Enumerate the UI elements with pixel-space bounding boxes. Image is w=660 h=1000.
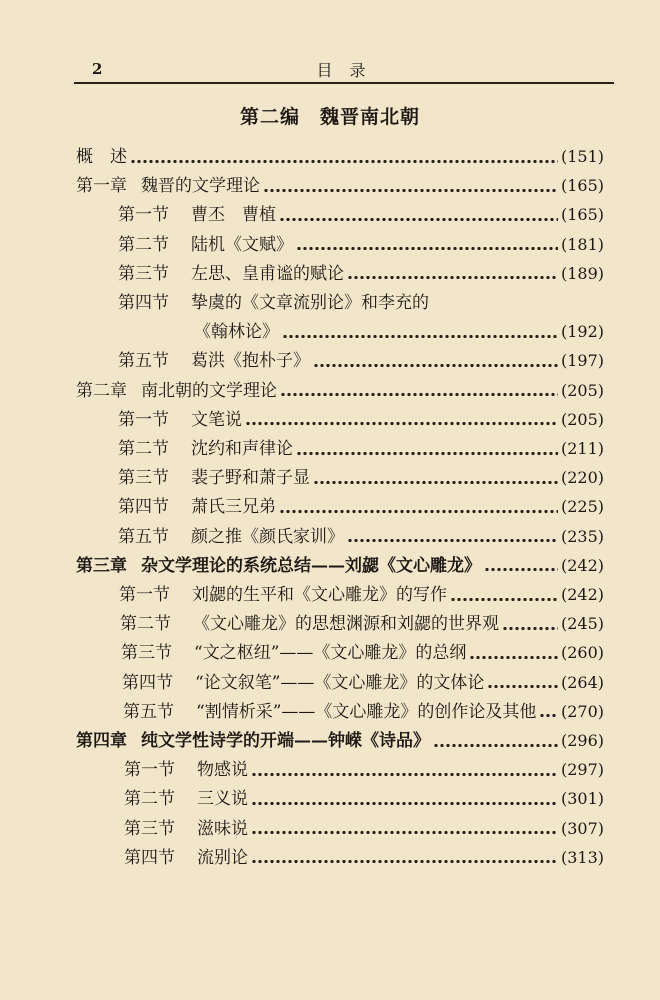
entry-title: 三义说	[197, 789, 248, 810]
page-reference: (296)	[560, 731, 604, 750]
toc-entry-label	[118, 463, 310, 493]
entry-title: 流别论	[197, 847, 248, 868]
dot-leader	[245, 422, 558, 425]
section-number: 第五节	[118, 351, 169, 372]
section-number: 第三节	[121, 643, 172, 664]
toc-entry-label	[118, 200, 276, 230]
toc-section-row	[118, 492, 604, 522]
toc-chapter-row	[76, 726, 604, 756]
dot-leader	[450, 598, 558, 601]
toc-entry-label	[194, 317, 279, 347]
section-number: 第一节	[119, 585, 170, 605]
dot-leader	[251, 860, 558, 863]
dot-leader	[282, 335, 558, 338]
toc-entry-label	[124, 843, 248, 873]
toc-entry-label	[118, 259, 344, 289]
entry-title: 左思、皇甫谧的赋论	[191, 263, 344, 284]
toc-section-continuation	[194, 317, 604, 347]
page-reference: (192)	[560, 322, 604, 342]
toc-chapter-row	[76, 551, 604, 581]
section-number: 第三节	[118, 468, 169, 489]
section-number: 第一节	[118, 409, 169, 430]
page-number: 2	[92, 60, 103, 78]
toc-entry-label	[76, 142, 127, 172]
section-number: 第一节	[118, 205, 169, 226]
chapter-number: 第二章	[76, 380, 127, 401]
page-reference: (260)	[560, 643, 604, 663]
page-reference: (242)	[560, 555, 604, 575]
toc-section-row	[118, 288, 604, 318]
page-reference: (205)	[560, 380, 604, 400]
toc-section-row	[118, 463, 604, 493]
toc-section-row	[118, 522, 604, 552]
section-number: 第二节	[118, 439, 169, 459]
section-number: 第二节	[120, 614, 171, 635]
toc-entry-label	[118, 288, 429, 318]
page-reference: (307)	[560, 818, 604, 838]
section-number: 第四节	[118, 293, 169, 313]
page-reference: (197)	[560, 351, 604, 371]
toc-entry-label	[76, 376, 277, 406]
entry-title: 刘勰的生平和《文心雕龙》的写作	[192, 585, 447, 605]
section-number: 第五节	[118, 526, 169, 547]
page-reference: (313)	[560, 847, 604, 867]
toc-entry-label	[118, 346, 310, 376]
entry-title: “文之枢纽”——《文心雕龙》的总纲	[194, 643, 467, 664]
toc-section-row	[124, 814, 604, 844]
entry-title: 《翰林论》	[194, 322, 279, 343]
entry-title: 纯文学性诗学的开端——钟嵘《诗品》	[141, 731, 430, 751]
toc-entry-label	[118, 492, 276, 522]
section-number: 第二节	[124, 789, 175, 810]
entry-title: 曹丕 曹植	[191, 205, 276, 226]
entry-title: 文笔说	[191, 409, 242, 430]
toc-section-row	[118, 405, 604, 435]
toc-section-row	[118, 230, 604, 260]
page-reference: (165)	[560, 205, 604, 225]
dot-leader	[539, 714, 558, 717]
page-header	[74, 56, 614, 84]
page-reference: (189)	[560, 263, 604, 283]
dot-leader	[263, 189, 558, 192]
dot-leader	[347, 539, 558, 542]
toc-entry-label	[124, 784, 248, 814]
toc-section-row	[118, 434, 604, 464]
toc-entry-label	[76, 171, 260, 201]
chapter-number: 概 述	[76, 147, 127, 167]
page-reference: (264)	[560, 672, 604, 692]
page-reference: (225)	[560, 497, 604, 517]
entry-title: 挚虞的《文章流别论》和李充的	[191, 293, 429, 313]
dot-leader	[484, 568, 558, 571]
header-rule	[74, 82, 614, 84]
dot-leader	[296, 452, 558, 455]
toc-section-row	[119, 580, 604, 610]
toc-entry-label	[121, 638, 466, 668]
toc-section-row	[118, 346, 604, 376]
page-reference: (165)	[560, 176, 604, 196]
entry-title: 沈约和声律论	[191, 439, 293, 459]
toc-section-row	[118, 200, 604, 230]
toc-entry-label	[118, 405, 242, 435]
dot-leader	[502, 627, 558, 630]
running-title: 目 录	[316, 61, 372, 80]
section-number: 第五节	[123, 701, 174, 722]
section-number: 第三节	[124, 818, 175, 839]
entry-title: 杂文学理论的系统总结——刘勰《文心雕龙》	[141, 555, 481, 576]
toc-entry-label	[124, 755, 248, 785]
dot-leader	[313, 481, 558, 484]
entry-title: 物感说	[197, 760, 248, 781]
toc-section-row	[124, 755, 604, 785]
chapter-number: 第四章	[76, 731, 127, 751]
dot-leader	[251, 773, 558, 776]
toc-entry-label	[120, 609, 499, 639]
toc-entry-label	[122, 668, 484, 698]
dot-leader	[251, 831, 558, 834]
dot-leader	[279, 510, 558, 513]
dot-leader	[296, 247, 558, 250]
toc-entry-label	[118, 230, 293, 260]
toc-section-row	[124, 784, 604, 814]
dot-leader	[279, 218, 558, 221]
page-reference: (211)	[560, 439, 604, 458]
dot-leader	[347, 276, 558, 279]
toc-entry-label	[118, 522, 344, 552]
page-reference: (235)	[560, 526, 604, 546]
toc-section-row	[118, 259, 604, 289]
toc-chapter-row	[76, 171, 604, 201]
page-reference: (297)	[560, 760, 604, 780]
entry-title: “论文叙笔”——《文心雕龙》的文体论	[195, 672, 485, 693]
dot-leader	[313, 364, 558, 367]
page-reference: (151)	[560, 147, 604, 166]
toc-section-row	[124, 843, 604, 873]
page-reference: (220)	[560, 468, 604, 488]
part-title: 第二编 魏晋南北朝	[239, 106, 420, 128]
section-number: 第四节	[122, 672, 173, 693]
toc-section-row	[121, 638, 604, 668]
toc-chapter-row	[76, 376, 604, 406]
page-reference: (181)	[560, 234, 604, 254]
dot-leader	[469, 656, 558, 659]
toc-entry-label	[76, 551, 481, 581]
entry-title: 魏晋的文学理论	[141, 176, 260, 197]
dot-leader	[130, 160, 558, 163]
entry-title: 南北朝的文学理论	[141, 380, 277, 401]
chapter-number: 第三章	[76, 555, 127, 576]
chapter-number: 第一章	[76, 176, 127, 197]
section-number: 第四节	[118, 497, 169, 518]
page-reference: (301)	[560, 789, 604, 809]
toc-entry-label	[119, 580, 447, 610]
page-reference: (242)	[560, 585, 604, 604]
toc-section-row	[122, 668, 604, 698]
page-reference: (205)	[560, 409, 604, 429]
toc-entry-label	[76, 726, 430, 756]
toc-section-row	[120, 609, 604, 639]
entry-title: 裴子野和萧子显	[191, 468, 310, 489]
entry-title: 萧氏三兄弟	[191, 497, 276, 518]
section-number: 第四节	[124, 847, 175, 868]
toc-entry-label	[123, 697, 536, 727]
toc-chapter-row	[76, 142, 604, 172]
dot-leader	[280, 393, 558, 396]
entry-title: 颜之推《颜氏家训》	[191, 526, 344, 547]
toc-entry-label	[124, 814, 248, 844]
dot-leader	[487, 685, 558, 688]
entry-title: 葛洪《抱朴子》	[191, 351, 310, 372]
dot-leader	[433, 744, 558, 747]
entry-title: 陆机《文赋》	[191, 234, 293, 255]
section-number: 第一节	[124, 760, 175, 781]
section-number: 第二节	[118, 234, 169, 255]
section-number: 第三节	[118, 263, 169, 284]
page-reference: (245)	[560, 614, 604, 634]
page-reference: (270)	[560, 701, 604, 721]
entry-title: “割情析采”——《文心雕龙》的创作论及其他	[196, 701, 537, 722]
toc-entry-label	[118, 434, 293, 464]
entry-title: 《文心雕龙》的思想渊源和刘勰的世界观	[193, 614, 499, 635]
entry-title: 滋味说	[197, 818, 248, 839]
toc-section-row	[123, 697, 604, 727]
dot-leader	[251, 802, 558, 805]
